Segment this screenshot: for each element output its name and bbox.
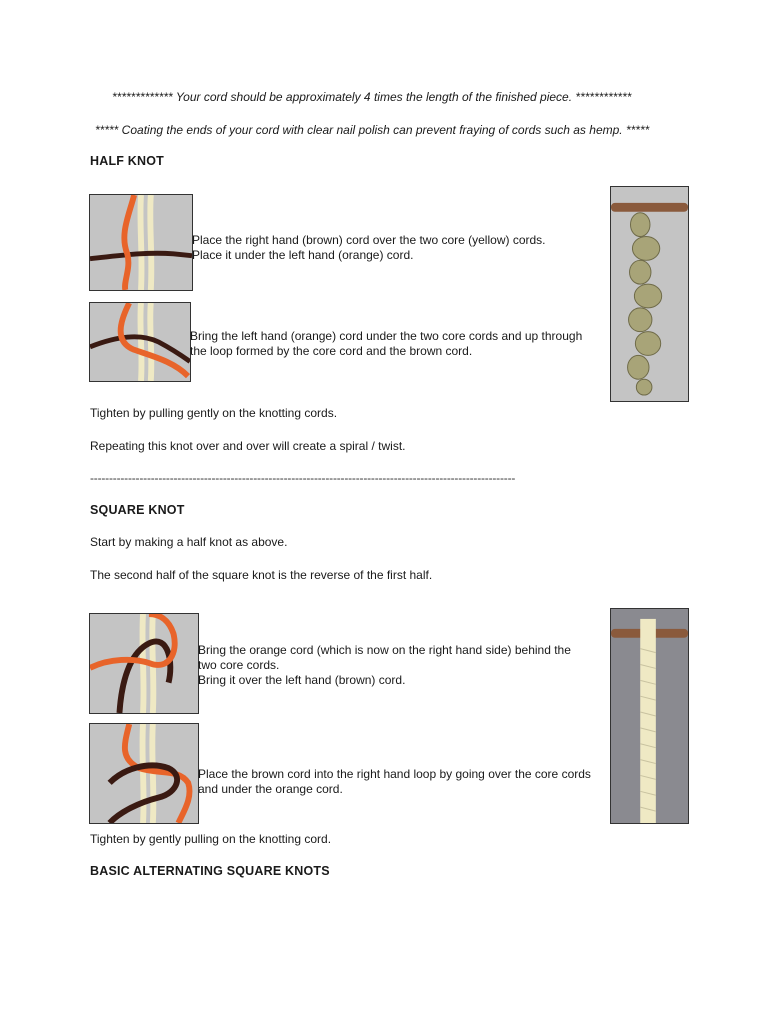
half-knot-repeat: Repeating this knot over and over will create a spiral / twist. [90,439,406,453]
half-knot-step2-line1: Bring the left hand (orange) cord under the two core cords and up through [190,329,583,343]
square-knot-step2-line1: Place the brown cord into the right hand loop by going over the core cords [198,767,591,781]
square-knot-heading: SQUARE KNOT [90,503,185,517]
square-knot-start: Start by making a half knot as above. [90,535,288,549]
half-knot-step2-photo [89,302,191,382]
half-knot-step1-photo [89,194,193,291]
alternating-square-knots-heading: BASIC ALTERNATING SQUARE KNOTS [90,864,330,878]
square-knot-step2-photo [89,723,199,824]
square-knot-sennit-photo [610,608,689,824]
cord-length-note: ************* Your cord should be approximately 4 times the length of the finished piece. ************ [112,90,632,104]
square-knot-step1-text [198,643,571,688]
coating-note: ***** Coating the ends of your cord with clear nail polish can prevent fraying of cords such as hemp. ***** [95,123,650,137]
square-knot-step2-text [198,767,591,797]
section-divider: ---------------------------------------------------------------------------------------------------------------- [90,471,516,485]
half-knot-tighten: Tighten by pulling gently on the knotting cords. [90,406,338,420]
half-knot-step1-line1: Place the right hand (brown) cord over the two core (yellow) cords. [192,233,546,247]
square-knot-tighten: Tighten by gently pulling on the knotting cord. [90,832,332,846]
square-knot-step2-line2: and under the orange cord. [198,782,343,796]
square-knot-step1-line2: two core cords. [198,658,280,672]
half-knot-step2-text [190,329,582,359]
square-knot-step1-photo [89,613,199,714]
spiral-twist-photo [610,186,689,402]
square-knot-step1-line3: Bring it over the left hand (brown) cord. [198,673,406,687]
square-knot-second-half: The second half of the square knot is the reverse of the first half. [90,568,433,582]
square-knot-step1-line1: Bring the orange cord (which is now on the right hand side) behind the [198,643,571,657]
half-knot-step2-line2: the loop formed by the core cord and the brown cord. [190,344,473,358]
half-knot-step1-line2: Place it under the left hand (orange) cord. [192,248,414,262]
half-knot-step1-text [192,233,546,263]
half-knot-heading: HALF KNOT [90,154,165,168]
